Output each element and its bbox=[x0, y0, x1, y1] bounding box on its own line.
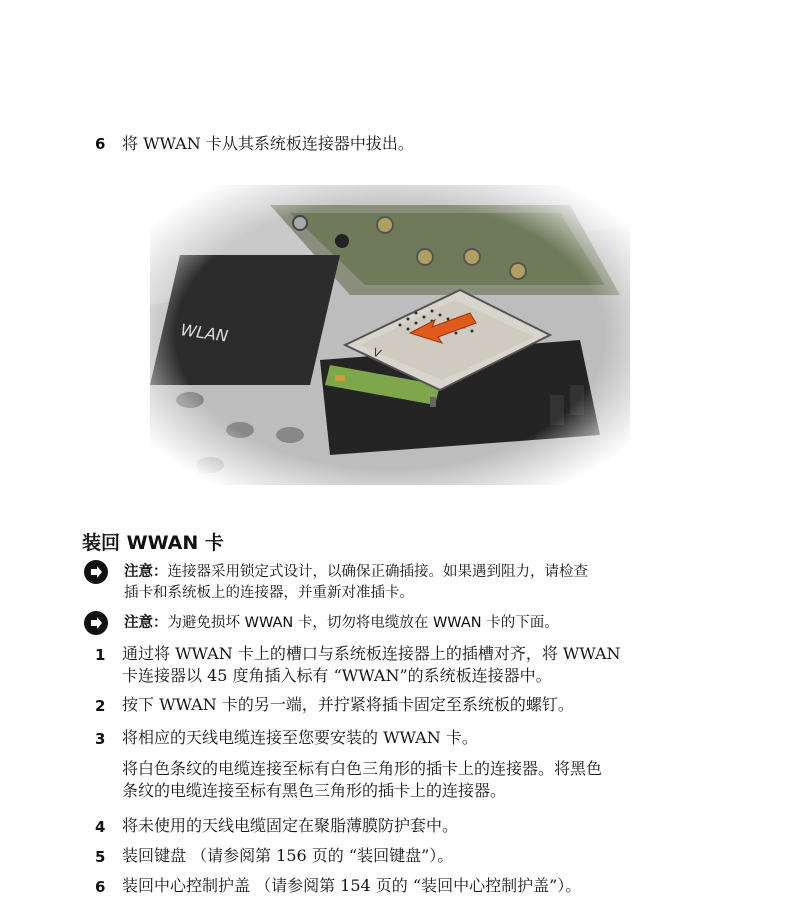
caution-icon bbox=[84, 560, 108, 584]
step-text-line: 将白色条纹的电缆连接至标有白色三角形的插卡上的连接器。将黑色 bbox=[122, 759, 603, 778]
caution-icon bbox=[84, 611, 108, 635]
section-title: 装回 WWAN 卡 bbox=[82, 532, 224, 554]
note-text-line: 为避免损坏 WWAN 卡，切勿将电缆放在 WWAN 卡的下面。 bbox=[167, 615, 559, 631]
step-number: 3 bbox=[95, 730, 106, 748]
note-label: 注意： bbox=[124, 564, 168, 580]
step-number: 2 bbox=[95, 697, 106, 715]
step-3-paragraph bbox=[122, 758, 722, 802]
step-text: 将 WWAN 卡从其系统板连接器中拔出。 bbox=[122, 134, 414, 153]
step-number: 1 bbox=[95, 646, 106, 664]
step-1 bbox=[122, 643, 722, 687]
step-text-line: 通过将 WWAN 卡上的槽口与系统板连接器上的插槽对齐，将 WWAN bbox=[122, 644, 621, 663]
step-number: 6 bbox=[95, 135, 106, 153]
step-text-line: 卡连接器以 45 度角插入标有 “WWAN”的系统板连接器中。 bbox=[122, 666, 552, 685]
step-4: 将未使用的天线电缆固定在聚脂薄膜防护套中。 bbox=[122, 816, 459, 835]
step-number: 4 bbox=[95, 818, 106, 836]
note-text-line: 插卡和系统板上的连接器，并重新对准插卡。 bbox=[124, 585, 414, 601]
step-number: 6 bbox=[95, 878, 106, 896]
note-text-line: 连接器采用锁定式设计，以确保正确插接。如果遇到阻力，请检查 bbox=[167, 564, 588, 580]
note-2 bbox=[124, 613, 764, 634]
step-number: 5 bbox=[95, 848, 106, 866]
step-3: 将相应的天线电缆连接至您要安装的 WWAN 卡。 bbox=[122, 728, 478, 747]
step-text-line: 条纹的电缆连接至标有黑色三角形的插卡上的连接器。 bbox=[122, 781, 507, 800]
note-1 bbox=[124, 562, 764, 604]
laptop-interior-illustration bbox=[150, 185, 630, 485]
step-6: 装回中心控制护盖 （请参阅第 154 页的 “装回中心控制护盖”）。 bbox=[122, 876, 582, 895]
step-2: 按下 WWAN 卡的另一端，并拧紧将插卡固定至系统板的螺钉。 bbox=[122, 695, 574, 714]
illustration bbox=[150, 185, 630, 485]
step-5: 装回键盘 （请参阅第 156 页的 “装回键盘”）。 bbox=[122, 846, 454, 865]
note-label: 注意： bbox=[124, 615, 168, 631]
